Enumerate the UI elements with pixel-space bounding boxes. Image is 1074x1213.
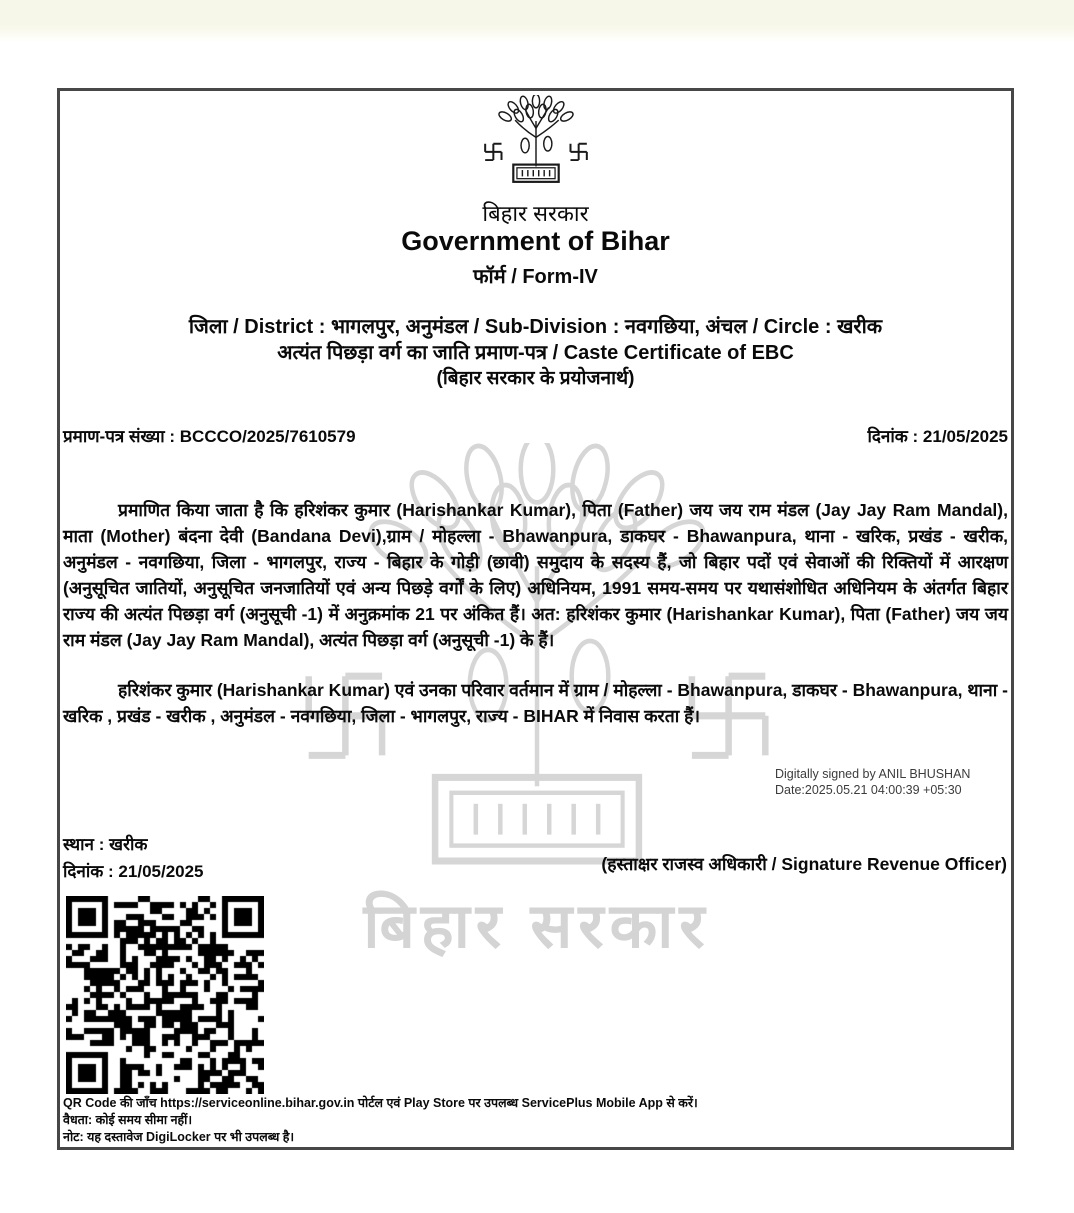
digital-signature-line2: Date:2025.05.21 04:00:39 +05:30 — [775, 783, 962, 797]
district-subdivision-circle-line: जिला / District : भागलपुर, अनुमंडल / Sub-Division : नवगछिया, अंचल / Circle : खरीक — [188, 316, 883, 338]
revenue-officer-signature-line: (हस्ताक्षर राजस्व अधिकारी / Signature Revenue Officer) — [601, 854, 1007, 874]
issue-date: दिनांक : 21/05/2025 — [867, 427, 1008, 446]
date-line: दिनांक : 21/05/2025 — [63, 862, 204, 881]
place-line: स्थान : खरीक — [63, 835, 148, 854]
footer-validity-note: वैधता: कोई समय सीमा नहीं। — [63, 1113, 193, 1127]
bihar-emblem-icon — [477, 95, 595, 187]
bihar-government-emblem — [477, 95, 595, 192]
certificate-meta-row — [63, 424, 1008, 447]
title-english: Government of Bihar — [401, 226, 670, 256]
footer-notes — [63, 1095, 698, 1146]
certificate-frame — [57, 88, 1014, 1150]
title-hindi: बिहार सरकार — [482, 201, 589, 226]
digital-signature-block — [775, 766, 1025, 798]
certificate-body-paragraph-1: प्रमाणित किया जाता है कि हरिशंकर कुमार (Harishankar Kumar), पिता (Father) जय जय राम मंडल (Jay Jay Ram Mandal), माता (Mother) बंदना देवी (Bandana Devi),ग्राम / मोहल्ला - Bhawanpura, डाकघर - Bhawanpura, थाना - खरिक, प्रखंड - खरीक, अनुमंडल - नवगछिया, जिला - भागलपुर, राज्य - बिहार के गोड़ी (छावी) समुदाय के सदस्य हैं, जो बिहार पदों एवं सेवाओं की रिक्तियों में आरक्षण (अनुसूचित जातियों, अनुसूचित जनजातियों एवं अन्य पिछड़े वर्गों के लिए) अधिनियम, 1991 समय-समय पर यथासंशोधित अधिनियम के अंतर्गत बिहार राज्य की अत्यंत पिछड़ा वर्ग (अनुसूची -1) में अनुक्रमांक 21 पर अंकित हैं। अत: हरिशंकर कुमार (Harishankar Kumar), पिता (Father) जय जय राम मंडल (Jay Jay Ram Mandal), अत्यंत पिछड़ा वर्ग (अनुसूची -1) के हैं। — [63, 500, 1008, 650]
place-date-block — [63, 831, 204, 885]
page-top-band — [0, 0, 1074, 42]
footer-qr-verification-note: QR Code की जाँच https://serviceonline.bihar.gov.in पोर्टल एवं Play Store पर उपलब्ध ServicePlus Mobile App से करें। — [63, 1096, 698, 1110]
form-number-line: फॉर्म / Form-IV — [473, 266, 598, 288]
certificate-title-line: अत्यंत पिछड़ा वर्ग का जाति प्रमाण-पत्र / Caste Certificate of EBC — [277, 342, 794, 364]
qr-code — [66, 896, 264, 1094]
watermark-text: बिहार सरकार — [363, 892, 711, 961]
purpose-line: (बिहार सरकार के प्रयोजनार्थ) — [436, 368, 635, 389]
certificate-number: प्रमाण-पत्र संख्या : BCCCO/2025/7610579 — [63, 427, 356, 446]
certificate-body-paragraph-2: हरिशंकर कुमार (Harishankar Kumar) एवं उनका परिवार वर्तमान में ग्राम / मोहल्ला - Bhawanpura, डाकघर - Bhawanpura, थाना - खरिक , प्रखंड - खरीक , अनुमंडल - नवगछिया, जिला - भागलपुर, राज्य - BIHAR में निवास करता हैं। — [63, 680, 1008, 726]
digital-signature-line1: Digitally signed by ANIL BHUSHAN — [775, 767, 971, 781]
footer-digilocker-note: नोट: यह दस्तावेज DigiLocker पर भी उपलब्ध है। — [63, 1130, 295, 1144]
